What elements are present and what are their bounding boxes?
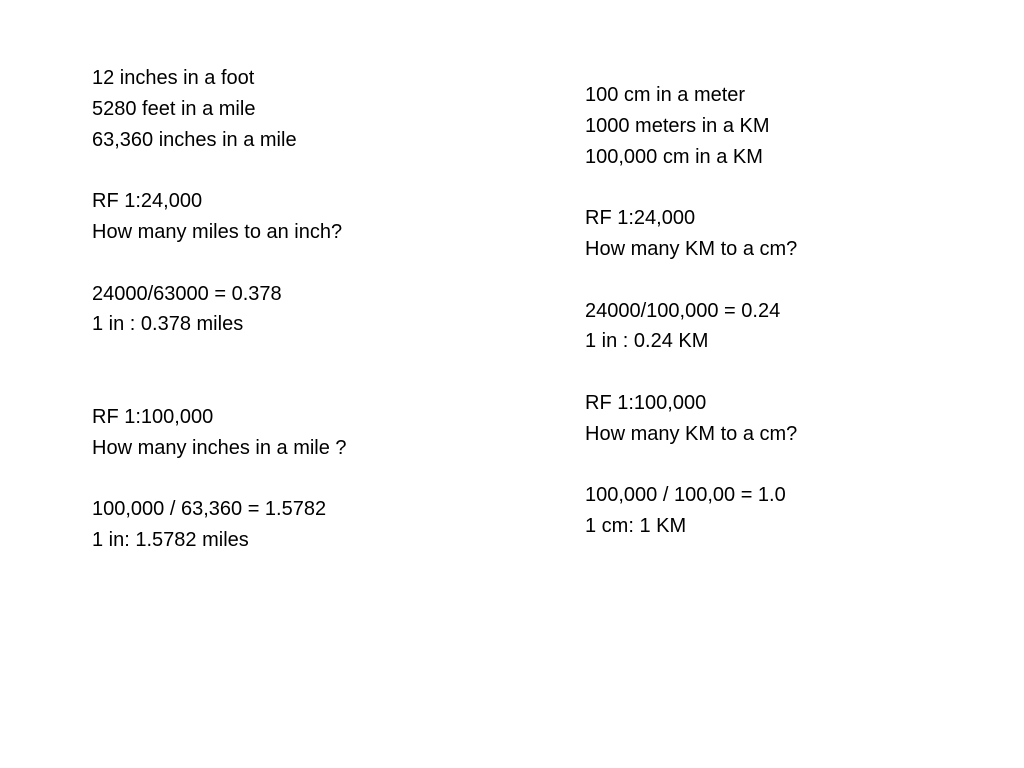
text-line: How many KM to a cm? (585, 422, 798, 445)
right-column-text-metric (585, 80, 1005, 542)
text-line: RF 1:100,000 (92, 405, 214, 428)
text-line: 100 cm in a meter (585, 84, 746, 106)
blank-line (92, 371, 512, 402)
text-line: 1 in : 0.378 miles (92, 313, 244, 336)
text-line: 24000/100,000 = 0.24 (585, 299, 781, 322)
text-line: 24000/63000 = 0.378 (92, 282, 282, 305)
text-line: 1 cm: 1 KM (585, 515, 687, 538)
text-line: 63,360 inches in a mile (92, 128, 297, 151)
text-line: 12 inches in a foot (92, 67, 255, 89)
text-line: 100,000 / 63,360 = 1.5782 (92, 498, 327, 521)
blank-line (92, 340, 512, 371)
text-line: RF 1:24,000 (92, 190, 203, 213)
text-line: 5280 feet in a mile (92, 97, 256, 120)
text-line: 1 in: 1.5782 miles (92, 528, 249, 551)
blank-line (92, 155, 512, 186)
text-line: How many inches in a mile ? (92, 436, 347, 459)
blank-line (585, 172, 1005, 203)
text-line: 100,000 / 100,00 = 1.0 (585, 484, 786, 507)
blank-line (585, 265, 1005, 296)
blank-line (585, 357, 1005, 388)
text-line: 1000 meters in a KM (585, 114, 770, 137)
blank-line (92, 463, 512, 494)
text-line: How many KM to a cm? (585, 237, 798, 260)
text-line: 100,000 cm in a KM (585, 145, 763, 168)
text-line: RF 1:100,000 (585, 391, 707, 414)
text-line: RF 1:24,000 (585, 207, 696, 230)
text-line: 1 in : 0.24 KM (585, 330, 709, 353)
blank-line (92, 248, 512, 279)
text-line: How many miles to an inch? (92, 220, 343, 243)
left-column-text-imperial (92, 63, 512, 556)
blank-line (585, 450, 1005, 481)
